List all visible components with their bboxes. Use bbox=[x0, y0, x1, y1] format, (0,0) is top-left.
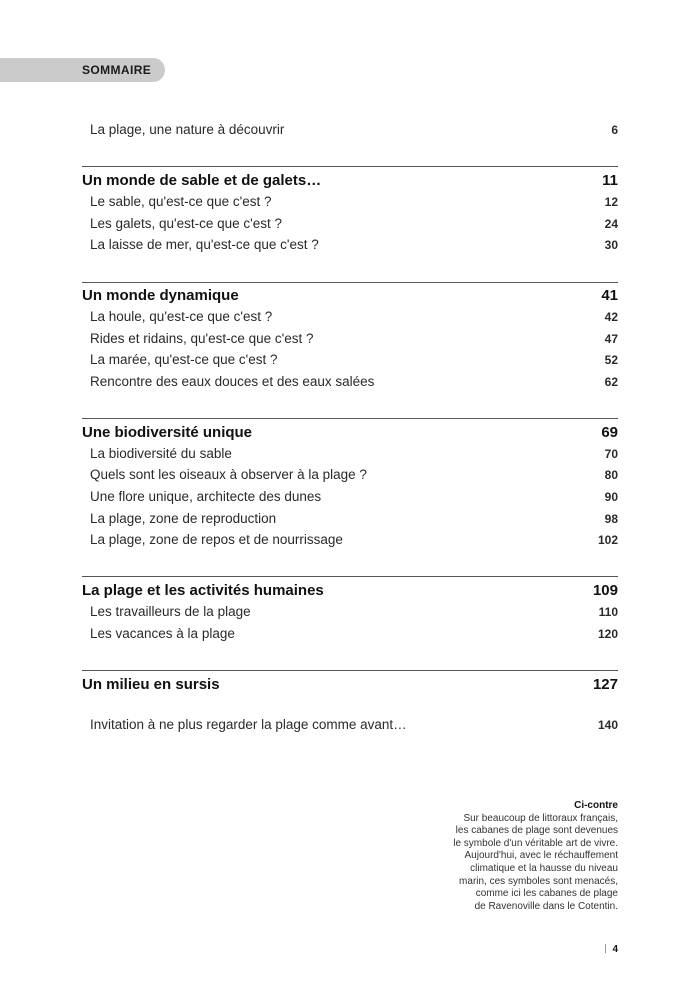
toc-entry[interactable] bbox=[82, 604, 618, 619]
toc-entry-page: 62 bbox=[604, 375, 618, 389]
toc-entry-title: Les travailleurs de la plage bbox=[90, 604, 251, 619]
section-tab-label: SOMMAIRE bbox=[82, 63, 152, 77]
toc-entry-page: 12 bbox=[604, 195, 618, 209]
toc-entry-title: Le sable, qu'est-ce que c'est ? bbox=[90, 194, 272, 209]
toc-section-title: La plage et les activités humaines bbox=[82, 582, 324, 599]
toc-entry-page: 30 bbox=[604, 238, 618, 252]
toc-entry-page: 110 bbox=[598, 605, 618, 619]
toc-intro-entry[interactable] bbox=[82, 122, 618, 137]
toc-entry-title: La marée, qu'est-ce que c'est ? bbox=[90, 352, 278, 367]
caption-line: de Ravenoville dans le Cotentin. bbox=[474, 900, 618, 912]
toc-section-heading[interactable] bbox=[82, 172, 618, 189]
toc-entry-page: 47 bbox=[604, 332, 618, 346]
toc-entry[interactable] bbox=[82, 511, 618, 526]
toc-entry[interactable] bbox=[82, 309, 618, 324]
toc-section-page: 127 bbox=[592, 676, 618, 693]
caption-line: comme ici les cabanes de plage bbox=[475, 888, 618, 900]
caption-line: Sur beaucoup de littoraux français, bbox=[463, 812, 618, 824]
toc-entry-page: 52 bbox=[604, 353, 618, 367]
section-divider bbox=[82, 282, 618, 283]
toc-entry-page: 6 bbox=[611, 123, 618, 137]
toc-entry-title: La plage, zone de reproduction bbox=[90, 511, 277, 526]
toc-entry[interactable] bbox=[82, 626, 618, 641]
toc-section-heading[interactable] bbox=[82, 287, 618, 304]
toc-section-page: 41 bbox=[601, 287, 618, 304]
caption-line: Aujourd'hui, avec le réchauffement bbox=[464, 850, 618, 862]
toc-entry-title: Rencontre des eaux douces et des eaux salées bbox=[90, 374, 375, 389]
toc-entry-title: Les galets, qu'est-ce que c'est ? bbox=[90, 216, 283, 231]
toc-entry[interactable] bbox=[82, 216, 618, 231]
caption-title: Ci-contre bbox=[574, 800, 618, 811]
toc-entry-title: Quels sont les oiseaux à observer à la plage ? bbox=[90, 467, 367, 482]
toc-entry[interactable] bbox=[82, 489, 618, 504]
caption-line: le symbole d'un véritable art de vivre. bbox=[453, 837, 618, 849]
toc-section-heading[interactable] bbox=[82, 424, 618, 441]
caption-line: climatique et la hausse du niveau bbox=[470, 862, 618, 874]
caption-line: les cabanes de plage sont devenues bbox=[455, 825, 618, 837]
toc-entry-title: Invitation à ne plus regarder la plage comme avant… bbox=[90, 717, 407, 732]
toc-entry[interactable] bbox=[82, 194, 618, 209]
toc-entry-title: Rides et ridains, qu'est-ce que c'est ? bbox=[90, 331, 314, 346]
caption-line: marin, ces symboles sont menacés, bbox=[459, 875, 618, 887]
section-divider bbox=[82, 576, 618, 577]
toc-entry-title: La biodiversité du sable bbox=[90, 446, 232, 461]
toc-entry-page: 70 bbox=[604, 447, 618, 461]
section-divider bbox=[82, 166, 618, 167]
toc-section-title: Un monde de sable et de galets… bbox=[82, 172, 322, 189]
folio-divider bbox=[605, 944, 606, 953]
toc-entry[interactable] bbox=[82, 446, 618, 461]
toc-entry-title: Les vacances à la plage bbox=[90, 626, 235, 641]
toc-section-page: 109 bbox=[592, 582, 618, 599]
toc-entry-page: 102 bbox=[597, 533, 618, 547]
toc-entry-page: 140 bbox=[597, 718, 618, 732]
toc-section-title: Un milieu en sursis bbox=[82, 676, 220, 693]
toc-entry[interactable] bbox=[82, 374, 618, 389]
page-number-value: 4 bbox=[612, 944, 618, 955]
page-number bbox=[605, 944, 618, 955]
section-divider bbox=[82, 418, 618, 419]
toc-entry-title: La plage, une nature à découvrir bbox=[90, 122, 285, 137]
toc-entry-title: Une flore unique, architecte des dunes bbox=[90, 489, 322, 504]
toc-entry[interactable] bbox=[82, 467, 618, 482]
toc-entry-page: 80 bbox=[604, 468, 618, 482]
toc-entry-page: 90 bbox=[604, 490, 618, 504]
toc-section-title: Une biodiversité unique bbox=[82, 424, 253, 441]
toc-entry[interactable] bbox=[82, 532, 618, 547]
toc-section-title: Un monde dynamique bbox=[82, 287, 239, 304]
toc-entry-page: 98 bbox=[604, 512, 618, 526]
toc-entry-page: 120 bbox=[597, 627, 618, 641]
toc-entry[interactable] bbox=[82, 237, 618, 252]
toc-outro-entry[interactable] bbox=[82, 717, 618, 732]
photo-caption bbox=[418, 800, 618, 913]
toc-section-page: 11 bbox=[602, 172, 618, 189]
toc-entry-title: La laisse de mer, qu'est-ce que c'est ? bbox=[90, 237, 319, 252]
section-divider bbox=[82, 670, 618, 671]
toc-section-heading[interactable] bbox=[82, 582, 618, 599]
toc-entry[interactable] bbox=[82, 352, 618, 367]
toc-section-page: 69 bbox=[601, 424, 618, 441]
toc-entry-title: La houle, qu'est-ce que c'est ? bbox=[90, 309, 273, 324]
toc-entry[interactable] bbox=[82, 331, 618, 346]
toc-entry-page: 24 bbox=[604, 217, 618, 231]
toc-entry-title: La plage, zone de repos et de nourrissage bbox=[90, 532, 343, 547]
toc-entry-page: 42 bbox=[604, 310, 618, 324]
toc-section-heading[interactable] bbox=[82, 676, 618, 693]
section-tab bbox=[0, 58, 165, 82]
